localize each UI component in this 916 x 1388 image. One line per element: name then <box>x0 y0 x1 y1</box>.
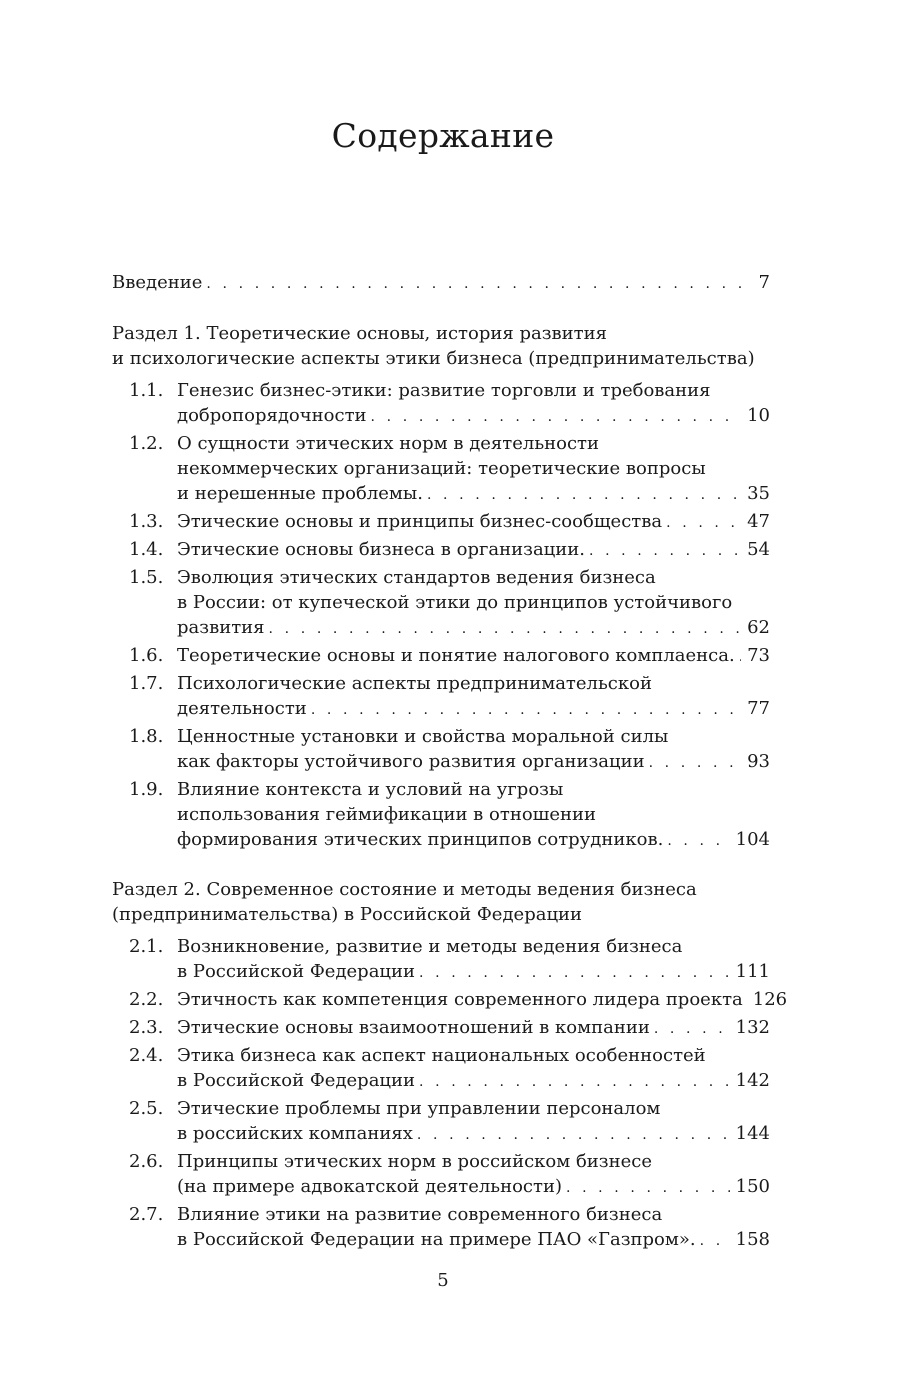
toc-entry-number: 1.2. <box>129 433 164 454</box>
table-of-contents <box>112 270 788 1277</box>
toc-entry-last-line <box>177 1068 770 1095</box>
toc-page-number: 7 <box>758 272 770 293</box>
toc-entry-intro[interactable] <box>112 270 770 297</box>
toc-entry-last-line <box>177 509 770 536</box>
toc-entry-title-line: в России: от купеческой этики до принципов устойчивого <box>177 592 733 613</box>
toc-entry[interactable] <box>112 987 788 1014</box>
toc-entry-title-line: в Российской Федерации <box>177 1070 415 1091</box>
toc-entry[interactable] <box>112 1043 770 1095</box>
toc-entry-label: Введение <box>112 272 203 293</box>
toc-entry-number: 2.4. <box>129 1045 164 1066</box>
toc-entry-number: 2.1. <box>129 936 164 957</box>
toc-page-number: 144 <box>735 1123 770 1144</box>
dot-leader <box>419 1070 730 1095</box>
toc-page-number: 62 <box>747 617 770 638</box>
toc-entry[interactable] <box>112 537 770 564</box>
toc-entry-last-line <box>177 959 770 986</box>
toc-entry-title <box>177 537 770 564</box>
toc-entry-last-line <box>177 403 770 430</box>
section-heading-line: (предпринимательства) в Российской Федерации <box>112 904 583 925</box>
toc-page-number: 93 <box>747 751 770 772</box>
toc-entry-last-line <box>177 749 770 776</box>
toc-section-2 <box>112 877 788 1254</box>
toc-entry-title-line: Этические основы и принципы бизнес-сообщества <box>177 511 663 532</box>
toc-entry-title-line: развития <box>177 617 265 638</box>
toc-entry-title-line: в Российской Федерации на примере ПАО «Газпром». <box>177 1229 696 1250</box>
toc-entry[interactable] <box>112 671 770 723</box>
toc-entry-title-line: Возникновение, развитие и методы ведения бизнеса <box>177 936 683 957</box>
toc-entry[interactable] <box>112 934 770 986</box>
toc-page-number: 77 <box>747 698 770 719</box>
toc-entry-title-line: Этичность как компетенция современного лидера проекта <box>177 989 743 1010</box>
toc-entry-last-line <box>177 1174 770 1201</box>
dot-leader <box>311 698 741 723</box>
toc-page-number: 150 <box>735 1176 770 1197</box>
toc-entry-title <box>177 431 770 508</box>
section-heading-line: Раздел 2. Современное состояние и методы ведения бизнеса <box>112 879 697 900</box>
toc-entry-title-line: как факторы устойчивого развития организации <box>177 751 645 772</box>
toc-entry-title-line: использования геймификации в отношении <box>177 804 597 825</box>
page-number: 5 <box>437 1270 449 1291</box>
toc-entry[interactable] <box>112 1202 770 1254</box>
dot-leader <box>739 645 741 670</box>
toc-entry-title-line: Этические основы бизнеса в организации. <box>177 539 585 560</box>
toc-entry-title <box>177 777 770 854</box>
toc-entry-last-line <box>177 1121 770 1148</box>
toc-entry-title <box>177 643 770 670</box>
dot-leader <box>417 1123 730 1148</box>
toc-entry-title <box>177 509 770 536</box>
toc-entry-title-line: Теоретические основы и понятие налогового комплаенса. <box>177 645 735 666</box>
toc-entry-title-line: Влияние этики на развитие современного бизнеса <box>177 1204 663 1225</box>
toc-entry-title-line: (на примере адвокатской деятельности) <box>177 1176 562 1197</box>
toc-entry-last-line <box>177 537 770 564</box>
toc-entry[interactable] <box>112 777 770 854</box>
toc-entry-title-line: деятельности <box>177 698 307 719</box>
dot-leader <box>206 272 744 297</box>
toc-entry-number: 2.7. <box>129 1204 164 1225</box>
section-heading-line: Раздел 1. Теоретические основы, история развития <box>112 323 607 344</box>
toc-entry-title-line: Этика бизнеса как аспект национальных особенностей <box>177 1045 706 1066</box>
dot-leader <box>371 405 742 430</box>
toc-entry-number: 2.6. <box>129 1151 164 1172</box>
toc-entry-last-line <box>177 643 770 670</box>
toc-sections <box>112 321 788 1254</box>
toc-entry-last-line <box>177 1227 770 1254</box>
section-items <box>112 934 788 1254</box>
toc-entry[interactable] <box>112 1149 770 1201</box>
toc-entry-title <box>177 987 788 1014</box>
toc-entry-last-line <box>177 1015 770 1042</box>
dot-leader <box>589 539 741 564</box>
toc-entry-last-line <box>177 615 770 642</box>
toc-entry-number: 1.8. <box>129 726 164 747</box>
toc-entry-number: 1.7. <box>129 673 164 694</box>
toc-entry-number: 1.4. <box>129 539 164 560</box>
section-heading[interactable] <box>112 321 770 371</box>
toc-entry[interactable] <box>112 565 770 642</box>
dot-leader <box>566 1176 730 1201</box>
toc-entry-title <box>177 378 770 430</box>
toc-entry-title-line: Психологические аспекты предпринимательской <box>177 673 652 694</box>
toc-entry-last-line <box>177 481 770 508</box>
toc-entry-title-line: добропорядочности <box>177 405 367 426</box>
toc-entry-number: 1.6. <box>129 645 164 666</box>
toc-page-number: 10 <box>747 405 770 426</box>
toc-page-number: 132 <box>735 1017 770 1038</box>
dot-leader <box>700 1229 730 1254</box>
dot-leader <box>666 511 741 536</box>
toc-entry[interactable] <box>112 431 770 508</box>
toc-entry-title-line: О сущности этических норм в деятельности <box>177 433 600 454</box>
toc-entry-title <box>177 724 770 776</box>
toc-entry[interactable] <box>112 643 770 670</box>
toc-entry-title-line: в российских компаниях <box>177 1123 413 1144</box>
dot-leader <box>427 483 741 508</box>
toc-entry-title-line: и нерешенные проблемы. <box>177 483 423 504</box>
section-heading[interactable] <box>112 877 770 927</box>
toc-page-number: 142 <box>735 1070 770 1091</box>
toc-entry[interactable] <box>112 1096 770 1148</box>
toc-entry-title <box>177 1096 770 1148</box>
toc-page-number: 73 <box>747 645 770 666</box>
dot-leader <box>419 961 730 986</box>
toc-entry[interactable] <box>112 724 770 776</box>
toc-entry-number: 1.3. <box>129 511 164 532</box>
toc-page-number: 158 <box>735 1229 770 1250</box>
toc-entry-title <box>177 1015 770 1042</box>
toc-entry-last-line <box>177 827 770 854</box>
toc-entry-title-line: некоммерческих организаций: теоретические вопросы <box>177 458 706 479</box>
dot-leader <box>667 829 729 854</box>
toc-entry[interactable] <box>112 509 770 536</box>
toc-entry[interactable] <box>112 378 770 430</box>
toc-entry-number: 2.5. <box>129 1098 164 1119</box>
toc-entry-title <box>177 1149 770 1201</box>
toc-entry-title-line: в Российской Федерации <box>177 961 415 982</box>
toc-entry-title-line: формирования этических принципов сотрудников. <box>177 829 664 850</box>
toc-entry-number: 2.3. <box>129 1017 164 1038</box>
toc-entry-number: 1.5. <box>129 567 164 588</box>
toc-entry-title <box>177 565 770 642</box>
toc-entry-title-line: Эволюция этических стандартов ведения бизнеса <box>177 567 656 588</box>
toc-page-number: 126 <box>752 989 788 1010</box>
toc-entry-title <box>177 934 770 986</box>
toc-entry-number: 1.1. <box>129 380 164 401</box>
toc-page-number: 35 <box>747 483 770 504</box>
toc-entry-last-line <box>177 987 788 1014</box>
toc-page-number: 104 <box>735 829 770 850</box>
toc-entry-title-line: Этические основы взаимоотношений в компании <box>177 1017 650 1038</box>
dot-leader <box>654 1017 730 1042</box>
toc-page-number: 47 <box>747 511 770 532</box>
section-heading-line: и психологические аспекты этики бизнеса (предпринимательства) <box>112 348 755 369</box>
toc-entry[interactable] <box>112 1015 770 1042</box>
toc-entry-number: 1.9. <box>129 779 164 800</box>
toc-entry-title-line: Ценностные установки и свойства моральной силы <box>177 726 669 747</box>
toc-entry-title-line: Влияние контекста и условий на угрозы <box>177 779 564 800</box>
toc-entry-title <box>177 671 770 723</box>
dot-leader <box>649 751 742 776</box>
toc-section-1 <box>112 321 770 854</box>
toc-entry-title-line: Этические проблемы при управлении персоналом <box>177 1098 661 1119</box>
toc-entry-title-line: Принципы этических норм в российском бизнесе <box>177 1151 652 1172</box>
toc-entry-last-line <box>177 696 770 723</box>
toc-entry-title <box>177 1202 770 1254</box>
toc-page-number: 54 <box>747 539 770 560</box>
toc-page-number: 111 <box>735 961 770 982</box>
page-title: Содержание <box>331 116 555 155</box>
toc-entry-title-line: Генезис бизнес-этики: развитие торговли и требования <box>177 380 711 401</box>
dot-leader <box>269 617 742 642</box>
section-items <box>112 378 770 854</box>
toc-entry-number: 2.2. <box>129 989 164 1010</box>
toc-entry-title <box>177 1043 770 1095</box>
